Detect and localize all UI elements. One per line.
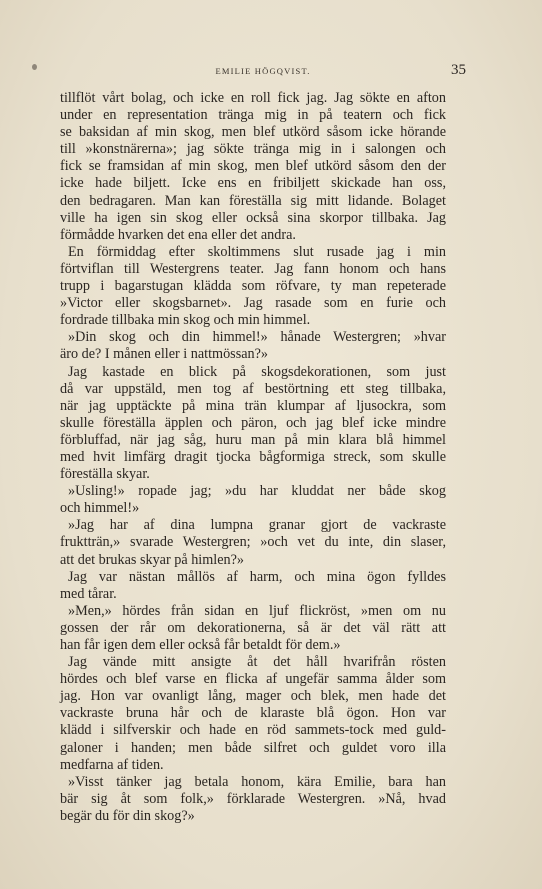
text-line: »Visst tänker jag betala honom, kära Emilie, bara han: [68, 773, 446, 790]
text-line: till »konstnärerna»; jag sökte tränga mig in i salongen och: [60, 141, 446, 158]
text-line: fruktträn,» svarade Westergren; »och vet du inte, din slaser,: [60, 534, 446, 551]
text-line: »Victor eller skogsbarnet». Jag rasade som en furie och: [60, 295, 446, 312]
text-line: när jag upptäckte på mina trän klumpar af ljusockra, som: [60, 397, 446, 414]
text-line: att det brukas skyar på himlen?»: [60, 551, 244, 568]
text-line: medfarna af tiden.: [60, 756, 164, 773]
text-line: tillflöt vårt bolag, och icke en roll fick jag. Jag sökte en afton: [60, 90, 446, 106]
text-line: »Jag har af dina lumpna granar gjort de vackraste: [68, 517, 446, 534]
body-text: [60, 90, 446, 825]
page-number: 35: [451, 62, 466, 78]
text-line: icke hade biljett. Icke ens en fribiljett skickade han oss,: [60, 175, 446, 192]
text-line: den bedragaren. Man kan föreställa sig mitt lidande. Bolaget: [60, 192, 446, 209]
text-line: En förmiddag efter skoltimmens slut rusade jag i min: [68, 243, 446, 260]
text-line: förmådde hvarken det ena eller det andra.: [60, 226, 296, 243]
text-line: förbluffad, när jag såg, huru man på min klara blå himmel: [60, 431, 446, 448]
text-line: äro de? I månen eller i nattmössan?»: [60, 346, 268, 363]
text-line: se baksidan af min skog, men blef utkörd såsom icke hörande: [60, 124, 446, 141]
text-line: under en representation tränga mig in på teatern och fick: [60, 107, 446, 124]
text-line: då var uppstäld, men tog af bestörtning ett steg tillbaka,: [60, 380, 446, 397]
text-line: ville ha igen sin skog eller också sina skorpor tillbaka. Jag: [60, 209, 446, 226]
text-line: »Usling!» ropade jag; »du har kluddat ner både skog: [68, 483, 446, 500]
text-line: jag. Hon var ovanligt lång, mager och blek, men hade det: [60, 688, 446, 705]
text-line: vackraste bruna hår och de klaraste blå ögon. Hon var: [60, 705, 446, 722]
text-line: Jag vände mitt ansigte åt det håll hvarifrån rösten: [68, 654, 446, 671]
text-line: fordrade tillbaka min skog och min himmel.: [60, 312, 311, 329]
text-line: »Men,» hördes från sidan en ljuf flickröst, »men om nu: [68, 602, 446, 619]
text-line: Jag var nästan mållös af harm, och mina ögon fylldes: [68, 568, 446, 585]
text-line: hördes och blef varse en flicka af ungefär samma ålder som: [60, 671, 446, 688]
text-line: med tårar.: [60, 585, 117, 602]
text-line: skulle föreställa äpplen och päron, och jag blef icke mindre: [60, 414, 446, 431]
text-line: Jag kastade en blick på skogsdekorationen, som just: [68, 363, 446, 380]
text-line: föreställa skyar.: [60, 466, 150, 483]
text-line: klädd i silfverskir och hade en röd sammets-tock med guld-: [60, 722, 446, 739]
text-line: trupp i bagarstugan klädda som röfvare, ty man repeterade: [60, 278, 446, 295]
text-line: han får igen dem eller också får betaldt för dem.»: [60, 637, 341, 653]
text-line: gossen der rår om dekorationerna, så är det väl rätt att: [60, 619, 446, 636]
text-line: fick se framsidan af min skog, men blef utkörd såsom den der: [60, 158, 446, 175]
running-head: [60, 62, 466, 80]
text-line: »Din skog och din himmel!» hånade Westergren; »hvar: [68, 329, 446, 346]
text-line: galoner i handen; men både silfret och guldet voro illa: [60, 739, 446, 756]
paper-speck: [32, 64, 37, 70]
text-line: förtviflan till Westergrens teater. Jag fann honom och hans: [60, 260, 446, 277]
text-line: med hvit limfärg dragit tjocka bågformiga streck, som skulle: [60, 448, 446, 465]
text-line: och himmel!»: [60, 500, 140, 517]
running-head-title: EMILIE HÖGQVIST.: [215, 66, 311, 76]
text-line: bär sig åt som folk,» förklarade Westergren. »Nå, hvad: [60, 790, 446, 807]
text-line: begär du för din skog?»: [60, 807, 195, 824]
